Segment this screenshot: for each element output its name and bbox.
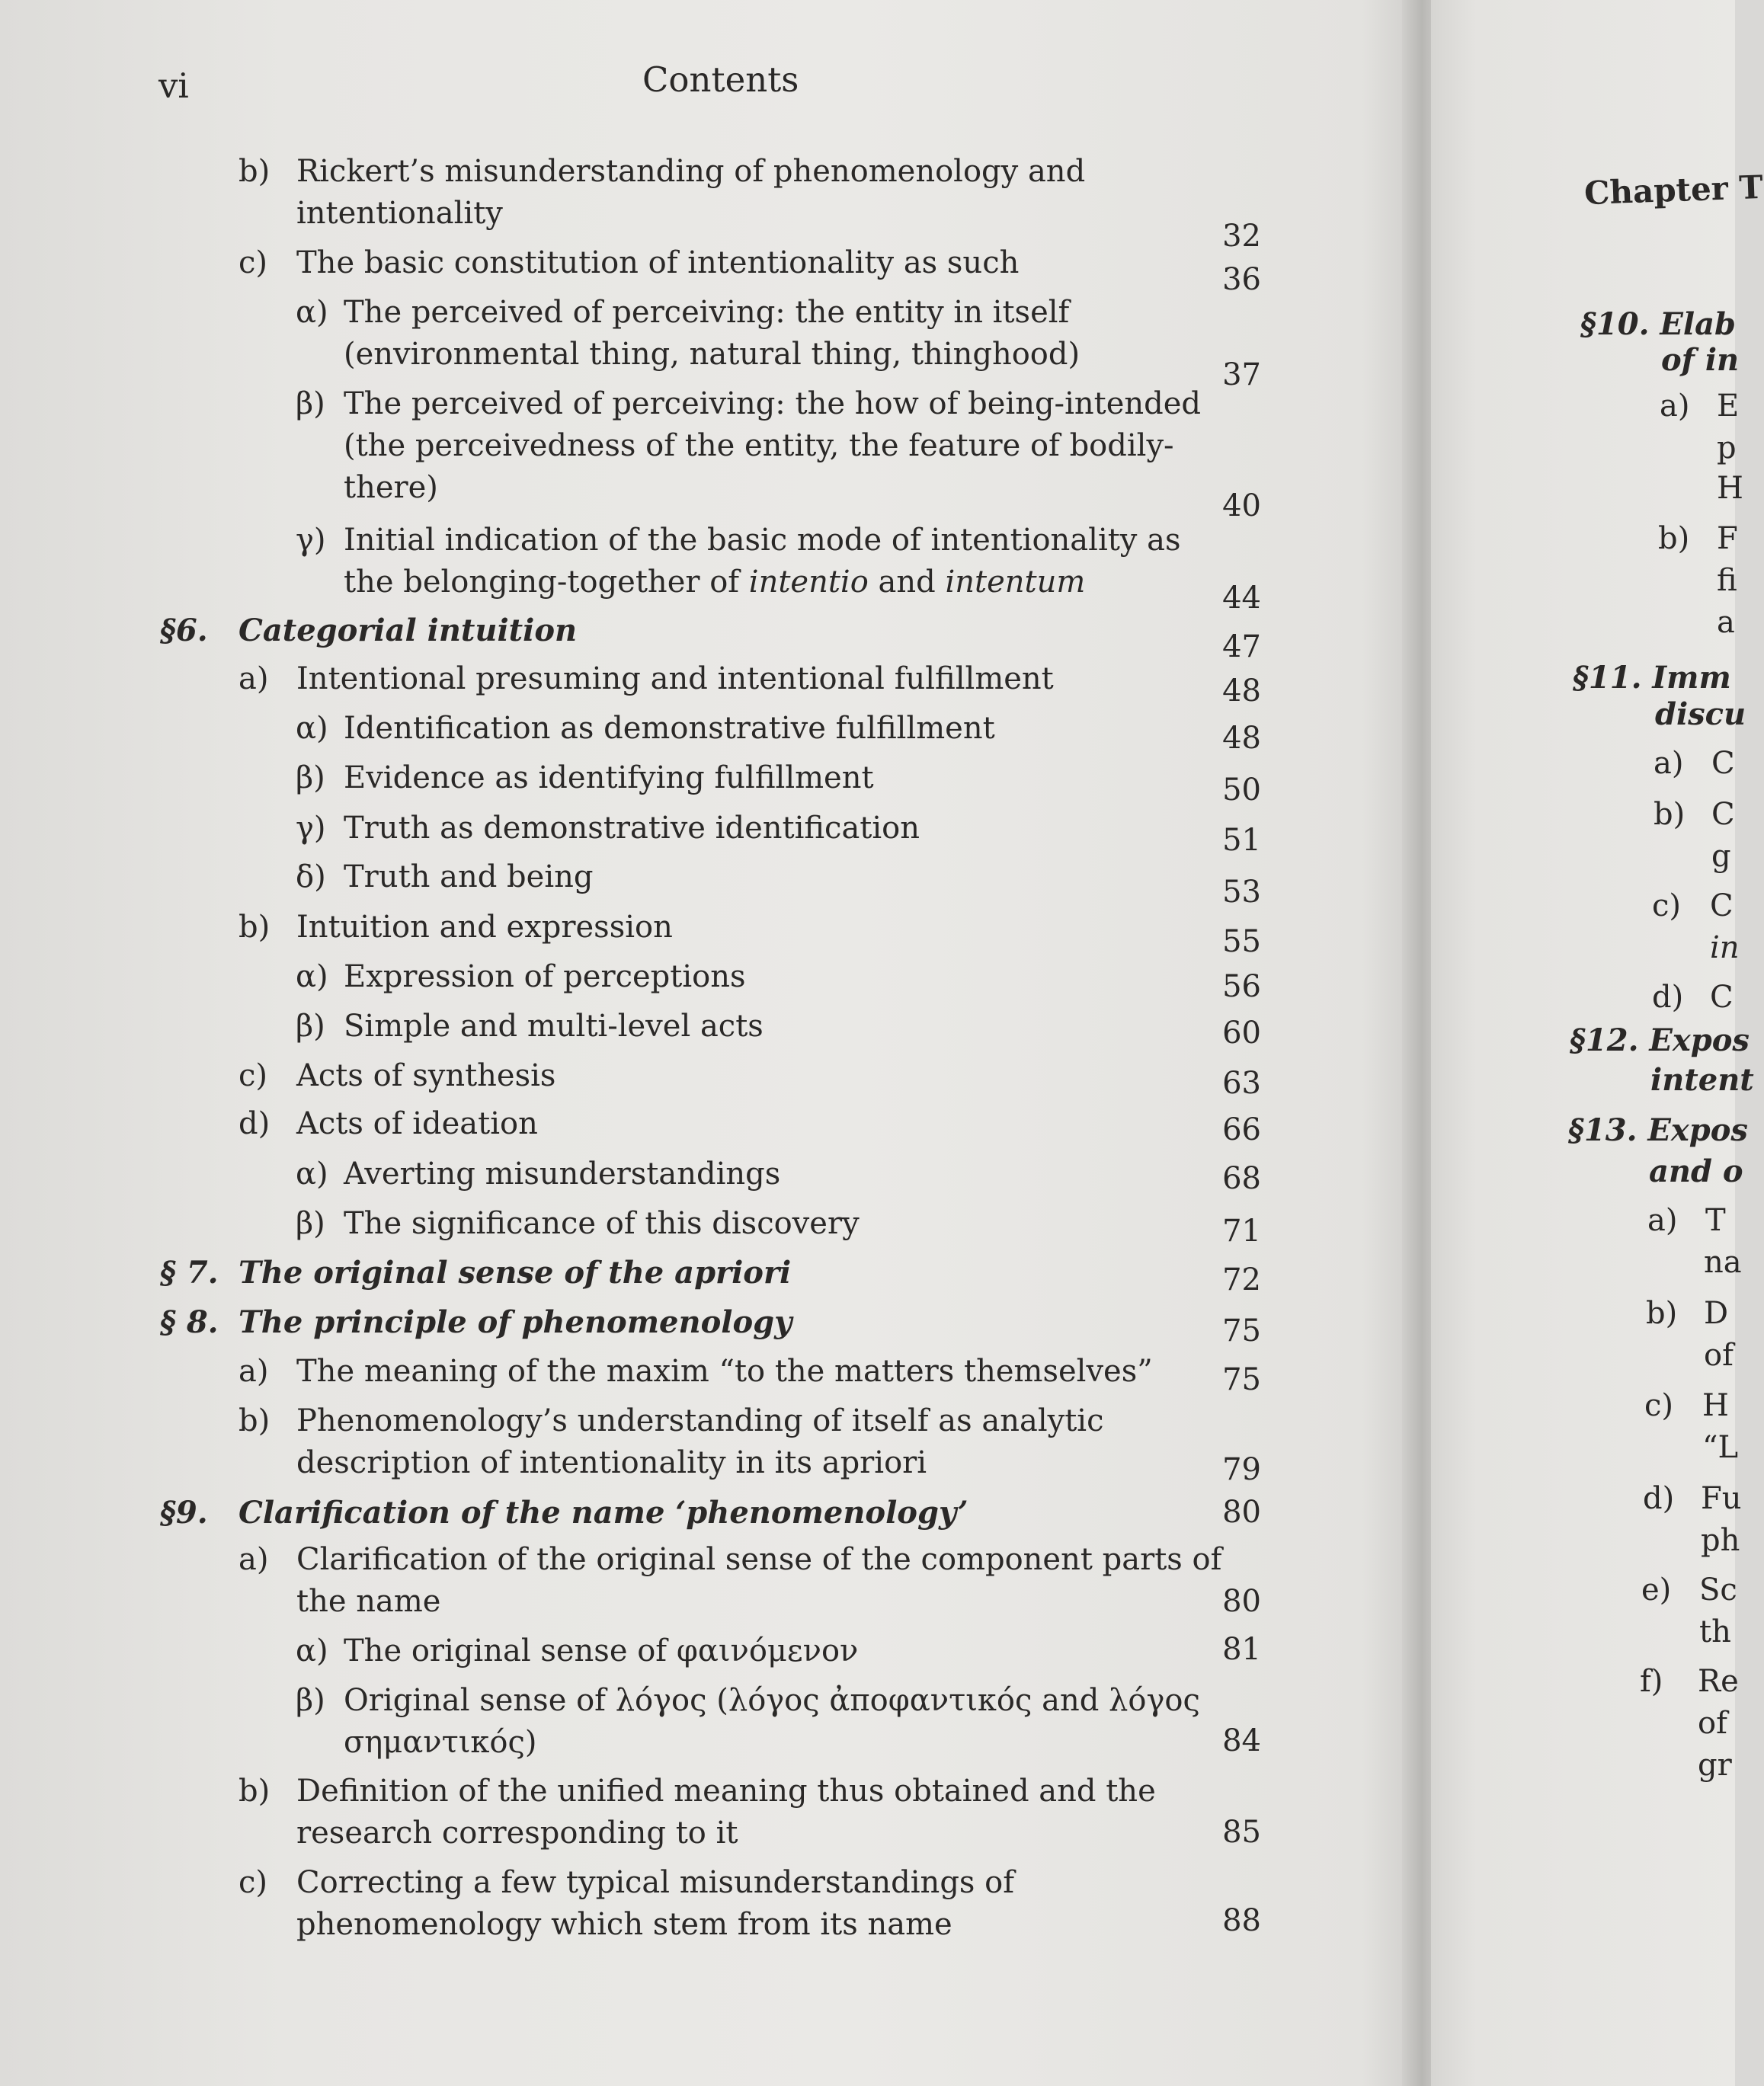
section-fragment: of in xyxy=(1661,342,1740,378)
entry-marker: c) xyxy=(239,1058,268,1093)
entry-title: Initial indication of the basic mode of intentionality as xyxy=(344,523,1181,558)
page-ref: 50 xyxy=(1222,773,1261,808)
section-title: Categorial intuition xyxy=(239,613,578,648)
entry-title: Acts of synthesis xyxy=(296,1058,556,1093)
page-ref: 48 xyxy=(1222,721,1261,756)
entry-fragment: E xyxy=(1717,389,1740,424)
page-ref: 88 xyxy=(1222,1903,1261,1938)
page-ref: 85 xyxy=(1222,1815,1261,1850)
page-ref: 48 xyxy=(1222,673,1261,709)
entry-fragment: C xyxy=(1710,980,1734,1015)
page-ref: 56 xyxy=(1222,969,1261,1004)
toc-entry[interactable] xyxy=(0,1680,1419,1764)
entry-marker: b) xyxy=(239,154,271,189)
page-ref: 37 xyxy=(1222,357,1261,392)
entry-marker: b) xyxy=(239,1774,271,1809)
entry-marker: δ) xyxy=(296,859,326,894)
page-ref: 72 xyxy=(1222,1262,1261,1297)
entry-fragment: “L xyxy=(1702,1430,1739,1465)
entry-title: Original sense of λόγος (λόγος ἀποφαντικός and λόγος xyxy=(344,1683,1200,1718)
entry-fragment: d) xyxy=(1652,980,1684,1015)
entry-marker: c) xyxy=(239,245,268,280)
entry-fragment: H xyxy=(1702,1388,1729,1423)
toc-entry[interactable] xyxy=(0,520,1419,603)
entry-fragment: b) xyxy=(1654,797,1686,832)
entry-fragment: b) xyxy=(1646,1296,1678,1331)
entry-title-cont: phenomenology which stem from its name xyxy=(296,1907,952,1942)
entry-marker: α) xyxy=(296,1633,328,1668)
entry-title: Averting misunderstandings xyxy=(344,1157,781,1192)
entry-fragment: b) xyxy=(1658,521,1690,556)
entry-title: Acts of ideation xyxy=(296,1106,538,1141)
entry-fragment: C xyxy=(1711,797,1735,832)
page-ref: 60 xyxy=(1222,1016,1261,1051)
entry-title: The significance of this discovery xyxy=(344,1206,860,1241)
entry-title: The perceived of perceiving: the entity in itself xyxy=(344,295,1070,330)
page-ref: 79 xyxy=(1222,1452,1261,1487)
entry-fragment: c) xyxy=(1652,888,1682,923)
entry-fragment: a) xyxy=(1654,746,1684,781)
entry-marker: c) xyxy=(239,1865,268,1900)
entry-fragment: a xyxy=(1717,605,1735,640)
entry-fragment: H xyxy=(1717,471,1743,506)
entry-title-cont: (environmental thing, natural thing, thinghood) xyxy=(344,337,1080,372)
entry-title: Intuition and expression xyxy=(296,910,673,945)
entry-title: The basic constitution of intentionality as such xyxy=(296,245,1020,280)
entry-title: The perceived of perceiving: the how of being-intended xyxy=(344,386,1202,421)
page-ref: 63 xyxy=(1222,1066,1261,1101)
entry-title: The meaning of the maxim “to the matters themselves” xyxy=(296,1354,1153,1389)
entry-title: Correcting a few typical misunderstandings of xyxy=(296,1865,1015,1900)
toc-entry[interactable] xyxy=(0,1400,1419,1484)
section-fragment: §12. Expos xyxy=(1570,1022,1750,1058)
entry-title-cont: (the perceivedness of the entity, the feature of bodily- xyxy=(344,428,1174,463)
page-ref: 51 xyxy=(1222,823,1261,858)
entry-marker: α) xyxy=(296,295,328,330)
entry-marker: a) xyxy=(239,1354,269,1389)
entry-marker: β) xyxy=(296,1206,325,1241)
entry-marker: β) xyxy=(296,386,325,421)
section-fragment: discu xyxy=(1655,696,1746,732)
entry-title-cont: there) xyxy=(344,470,438,505)
entry-title-cont: σημαντικός) xyxy=(344,1725,537,1760)
entry-title: Evidence as identifying fulfillment xyxy=(344,760,874,795)
page-ref: 75 xyxy=(1222,1313,1261,1349)
entry-fragment: Re xyxy=(1698,1664,1739,1699)
entry-marker: a) xyxy=(239,1542,269,1577)
entry-fragment: T xyxy=(1705,1203,1726,1238)
entry-fragment: na xyxy=(1704,1245,1742,1280)
entry-title-cont: description of intentionality in its apriori xyxy=(296,1445,927,1480)
entry-marker: α) xyxy=(296,1157,328,1192)
entry-fragment: gr xyxy=(1698,1748,1732,1783)
entry-fragment: g xyxy=(1711,839,1731,874)
page-number: vi xyxy=(158,66,189,106)
entry-title: Rickert’s misunderstanding of phenomenology and xyxy=(296,154,1086,189)
page-ref: 44 xyxy=(1222,581,1261,616)
section-title: Clarification of the name ‘phenomenology’ xyxy=(239,1495,968,1531)
section-fragment: and o xyxy=(1649,1153,1743,1189)
entry-fragment: of xyxy=(1698,1706,1727,1741)
toc-entry[interactable] xyxy=(0,151,1419,242)
entry-marker: d) xyxy=(239,1106,271,1141)
entry-title-cont: research corresponding to it xyxy=(296,1816,738,1851)
entry-title: The original sense of φαινόμενον xyxy=(344,1633,859,1668)
entry-term-intentio: intentio xyxy=(748,565,869,600)
page-ref: 36 xyxy=(1222,262,1261,297)
entry-fragment: fi xyxy=(1717,563,1737,598)
entry-fragment: ph xyxy=(1701,1523,1740,1558)
toc-entry[interactable] xyxy=(0,292,1419,376)
entry-fragment: th xyxy=(1699,1614,1731,1649)
entry-fragment: a) xyxy=(1660,389,1690,424)
entry-fragment: C xyxy=(1710,888,1734,923)
entry-title: Truth and being xyxy=(344,859,594,894)
entry-fragment: e) xyxy=(1641,1572,1672,1608)
entry-fragment: c) xyxy=(1644,1388,1674,1423)
entry-marker: b) xyxy=(239,1403,271,1438)
entry-fragment: d) xyxy=(1643,1481,1675,1516)
page-ref: 40 xyxy=(1222,488,1261,523)
entry-title: Intentional presuming and intentional fulfillment xyxy=(296,661,1054,696)
entry-fragment: p xyxy=(1717,430,1737,466)
page-ref: 47 xyxy=(1222,629,1261,664)
entry-term-intentum: intentum xyxy=(945,565,1086,600)
toc-entry[interactable] xyxy=(0,383,1419,509)
entry-text: and xyxy=(868,565,946,600)
entry-fragment: C xyxy=(1711,746,1735,781)
right-page xyxy=(1431,0,1764,2086)
section-fragment: §13. Expos xyxy=(1568,1112,1748,1148)
entry-title-cont xyxy=(344,561,1085,603)
page-ref: 84 xyxy=(1222,1723,1261,1758)
entry-marker: a) xyxy=(239,661,269,696)
entry-fragment: of xyxy=(1704,1338,1734,1373)
page-ref: 53 xyxy=(1222,875,1261,910)
entry-fragment: a) xyxy=(1647,1203,1678,1238)
entry-fragment: in xyxy=(1710,930,1740,965)
entry-marker: α) xyxy=(296,959,328,994)
entry-title-cont: intentionality xyxy=(296,196,503,231)
entry-marker: β) xyxy=(296,760,325,795)
page-ref: 55 xyxy=(1222,924,1261,959)
page-ref: 32 xyxy=(1222,219,1261,254)
entry-text: the belonging-together of xyxy=(344,565,749,600)
page-ref: 80 xyxy=(1222,1495,1261,1530)
section-title: The original sense of the apriori xyxy=(239,1255,792,1291)
page-ref: 71 xyxy=(1222,1214,1261,1249)
entry-fragment: Fu xyxy=(1701,1481,1742,1516)
entry-marker: β) xyxy=(296,1009,325,1044)
section-marker: § 7. xyxy=(160,1255,219,1291)
section-fragment: intent xyxy=(1650,1062,1754,1098)
entry-title: Truth as demonstrative identification xyxy=(344,811,920,846)
entry-marker: b) xyxy=(239,910,271,945)
entry-fragment: f) xyxy=(1640,1664,1663,1699)
entry-title: Simple and multi-level acts xyxy=(344,1009,764,1044)
toc-entry[interactable] xyxy=(0,1539,1419,1623)
entry-marker: β) xyxy=(296,1683,325,1718)
entry-title: Clarification of the original sense of the component parts of xyxy=(296,1542,1222,1577)
entry-title: Expression of perceptions xyxy=(344,959,746,994)
section-marker: §6. xyxy=(160,613,208,648)
entry-title-cont: the name xyxy=(296,1584,441,1619)
section-fragment: §11. Imm xyxy=(1573,660,1731,696)
toc-entry[interactable] xyxy=(0,1771,1419,1854)
page-ref: 68 xyxy=(1222,1161,1261,1196)
running-title: Contents xyxy=(642,59,799,100)
toc-entry[interactable] xyxy=(0,1862,1419,1946)
page-ref: 75 xyxy=(1222,1362,1261,1397)
section-title: The principle of phenomenology xyxy=(239,1304,792,1340)
entry-title: Definition of the unified meaning thus obtained and the xyxy=(296,1774,1156,1809)
page-ref: 66 xyxy=(1222,1112,1261,1147)
entry-fragment: Sc xyxy=(1699,1572,1737,1608)
page-ref: 81 xyxy=(1222,1632,1261,1667)
section-marker: § 8. xyxy=(160,1304,219,1340)
entry-fragment: F xyxy=(1717,521,1738,556)
entry-title: Identification as demonstrative fulfillment xyxy=(344,711,995,746)
entry-marker: α) xyxy=(296,711,328,746)
entry-marker: γ) xyxy=(296,523,326,558)
page-ref: 80 xyxy=(1222,1584,1261,1619)
section-fragment: §10. Elab xyxy=(1580,306,1737,342)
chapter-heading: Chapter T xyxy=(1583,168,1764,213)
entry-title: Phenomenology’s understanding of itself as analytic xyxy=(296,1403,1104,1438)
entry-fragment: D xyxy=(1704,1296,1729,1331)
entry-marker: γ) xyxy=(296,811,326,846)
section-marker: §9. xyxy=(160,1495,208,1531)
